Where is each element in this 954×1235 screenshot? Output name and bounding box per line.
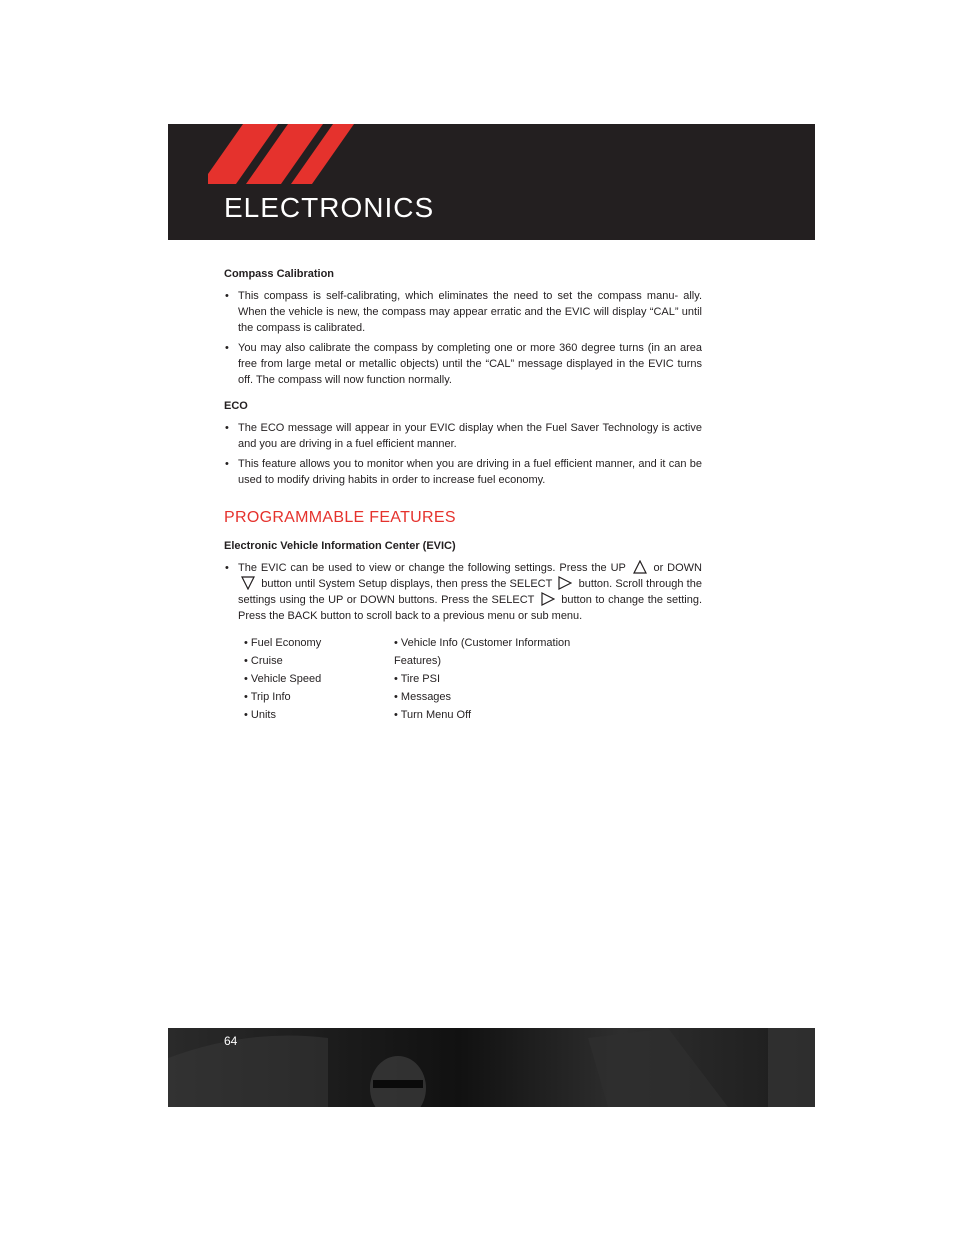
list-item: • You may also calibrate the compass by completing one or more 360 degree turns (in an area free from large metal or metallic objects) until the “CAL” message displayed in the EVIC turns off. The compass will now function normally. [224, 340, 702, 388]
eco-list [224, 420, 702, 488]
setting-item: • Turn Menu Off [394, 709, 472, 721]
programmable-heading: PROGRAMMABLE FEATURES [224, 509, 456, 526]
compass-list [224, 288, 702, 388]
settings-list [244, 634, 702, 724]
setting-item: • Vehicle Speed [244, 673, 322, 685]
compass-heading: Compass Calibration [224, 268, 335, 280]
brand-stripes-icon [208, 124, 368, 184]
setting-item: • Messages [394, 691, 452, 703]
evic-subheading: Electronic Vehicle Information Center (EVIC) [224, 540, 456, 552]
page-number: 64 [224, 1034, 238, 1048]
setting-item: • Trip Info [244, 691, 291, 703]
settings-column-right [394, 634, 594, 724]
evic-text-3: button until System Setup displays, then press the SELECT [261, 578, 553, 590]
up-arrow-icon [633, 560, 647, 574]
evic-list [224, 560, 702, 624]
eco-heading: ECO [224, 400, 248, 412]
evic-text-4: button. Scroll through the settings using the UP or DOWN buttons. Press the SELECT [238, 578, 702, 606]
setting-item: • Units [244, 709, 276, 721]
section-title: ELECTRONICS [224, 192, 435, 223]
footer-photo-image [168, 1028, 815, 1107]
down-arrow-icon [241, 576, 255, 590]
setting-item: • Tire PSI [394, 673, 441, 685]
list-item [224, 560, 702, 624]
evic-text-2: or DOWN [653, 562, 702, 574]
list-item: • This compass is self-calibrating, which eliminates the need to set the compass manu- ally. When the vehicle is new, the compass may appear erratic and the EVIC will display “CAL” until the compass is calibrated. [224, 288, 702, 336]
list-item: • This feature allows you to monitor when you are driving in a fuel efficient manner, and it can be used to modify driving habits in order to increase fuel economy. [224, 456, 702, 488]
select-arrow-icon [541, 592, 555, 606]
section-header [168, 124, 815, 240]
footer-band [168, 1028, 815, 1107]
evic-text-5: button to change the setting. Press the BACK button to scroll back to a previous menu or sub menu. [238, 594, 702, 622]
evic-text-1: The EVIC can be used to view or change the following settings. Press the UP [238, 562, 626, 574]
select-arrow-icon [558, 576, 572, 590]
list-item: • The ECO message will appear in your EVIC display when the Fuel Saver Technology is active and you are driving in a fuel efficient manner. [224, 420, 702, 452]
setting-item: • Vehicle Info (Customer Information Features) [394, 637, 571, 667]
setting-item: • Fuel Economy [244, 637, 322, 649]
main-content [224, 266, 702, 724]
settings-column-left [244, 634, 394, 724]
setting-item: • Cruise [244, 655, 283, 667]
